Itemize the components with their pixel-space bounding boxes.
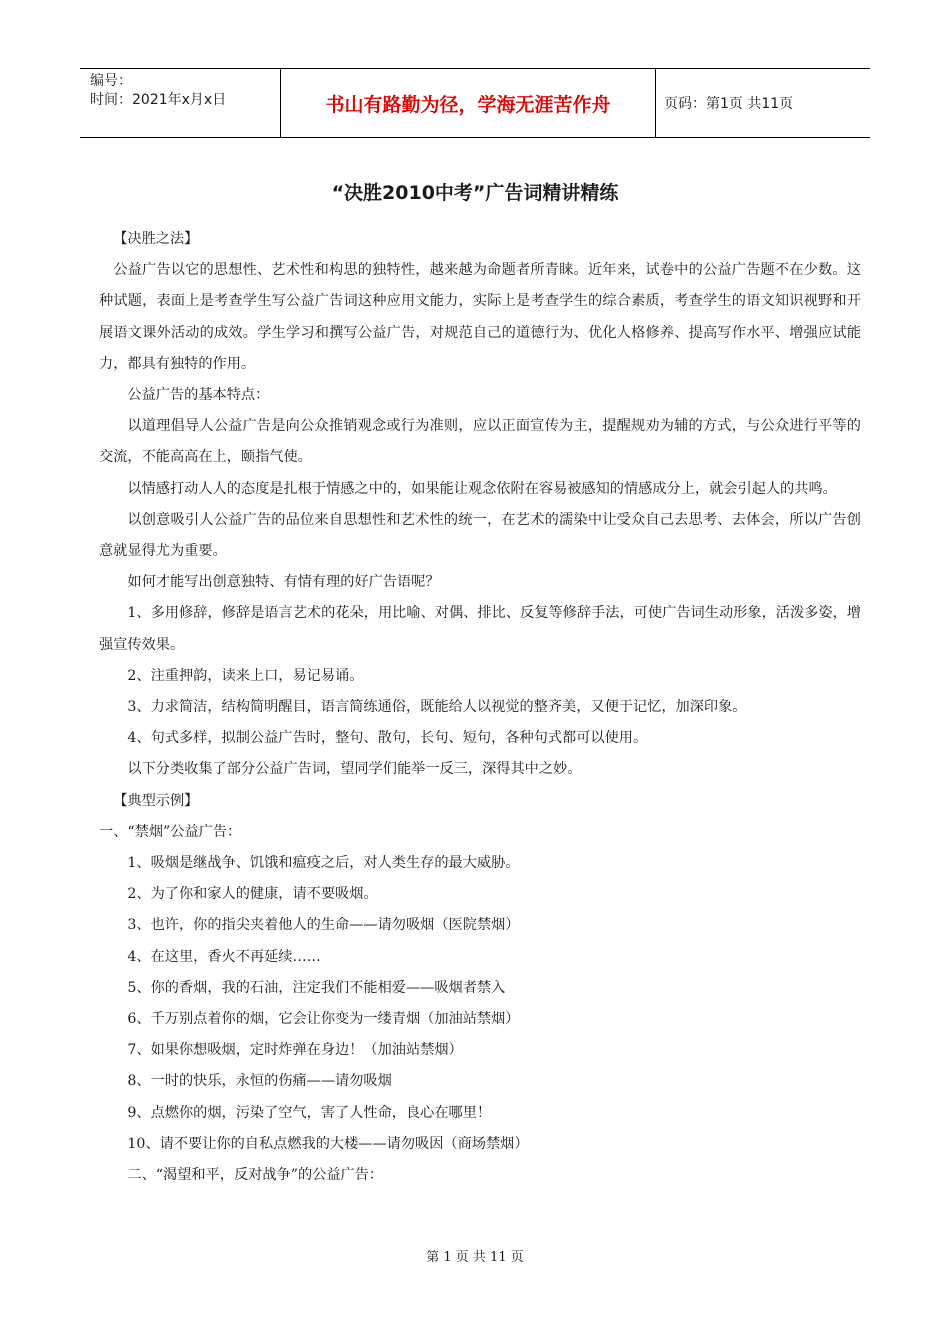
feature-creativity: 以创意吸引人公益广告的品位来自思想性和艺术性的统一，在艺术的濡染中让受众自己去思考、去体会，所以广告创意就显得尤为重要。 xyxy=(99,511,861,560)
header-left-cell xyxy=(80,69,280,137)
header-page-label: 页码：第1页 共11页 xyxy=(664,96,794,112)
section-heading-method: 【决胜之法】 xyxy=(113,231,199,247)
slogan-item: 10、请不要让你的自私点燃我的大楼——请勿吸因（商场禁烟） xyxy=(127,1135,529,1152)
section-heading-examples: 【典型示例】 xyxy=(113,792,199,809)
feature-reason: 以道理倡导人公益广告是向公众推销观念或行为准则，应以正面宣传为主，提醒规劝为辅的方式，与公众进行平等的交流，不能高高在上，颐指气使。 xyxy=(99,418,861,466)
slogan-item: 3、也许，你的指尖夹着他人的生命——请勿吸烟（医院禁烟） xyxy=(127,917,520,934)
category-heading-peace: 二、“渴望和平，反对战争”的公益广告： xyxy=(127,1167,384,1184)
tip-item: 4、句式多样，拟制公益广告时，整句、散句，长句、短句，各种句式都可以使用。 xyxy=(127,730,648,747)
document-title: “决胜2010中考”广告词精讲精练 xyxy=(331,182,619,204)
slogan-item: 7、如果你想吸烟，定时炸弹在身边！（加油站禁烟） xyxy=(127,1042,463,1059)
category-heading-smoking: 一、“禁烟”公益广告： xyxy=(99,823,242,840)
slogan-item: 9、点燃你的烟，污染了空气，害了人性命，良心在哪里！ xyxy=(127,1104,492,1121)
tip-item: 3、力求简洁，结构简明醒目，语言简练通俗，既能给人以视觉的整齐美，又便于记忆，加深印象。 xyxy=(127,699,747,716)
intro-paragraph: 公益广告以它的思想性、艺术性和构思的独特性，越来越为命题者所青睐。近年来，试卷中的公益广告题不在少数。这种试题，表面上是考查学生写公益广告词这种应用文能力，实际上是考查学生的综合素质，考查学生的语文知识视野和开展语文课外活动的成效。学生学习和撰写公益广告，对规范自己的道德行为、优化人格修养、提高写作水平、增强应试能力，都具有独特的作用。 xyxy=(99,262,861,372)
slogan-item: 1、吸烟是继战争、饥饿和瘟疫之后，对人类生存的最大威胁。 xyxy=(127,855,520,872)
collection-note: 以下分类收集了部分公益广告词，望同学们能举一反三，深得其中之妙。 xyxy=(127,761,582,778)
code-label: 编号： xyxy=(90,73,132,89)
slogan-item: 4、在这里，香火不再延续…… xyxy=(127,948,321,965)
slogan-item: 6、千万别点着你的烟，它会让你变为一缕青烟（加油站禁烟） xyxy=(127,1011,520,1028)
feature-emotion: 以情感打动人人的态度是扎根于情感之中的，如果能让观念依附在容易被感知的情感成分上，就会引起人的共鸣。 xyxy=(127,480,837,497)
tip-item: 2、注重押韵，读来上口，易记易诵。 xyxy=(127,667,364,684)
header-table xyxy=(80,68,870,138)
document-body xyxy=(99,224,861,1191)
slogan-item: 2、为了你和家人的健康，请不要吸烟。 xyxy=(127,886,378,903)
features-heading: 公益广告的基本特点： xyxy=(127,387,270,404)
header-motto: 书山有路勤为径，学海无涯苦作舟 xyxy=(280,69,656,137)
how-to-heading: 如何才能写出创意独特、有情有理的好广告语呢？ xyxy=(127,574,440,591)
time-label: 时间：2021年x月x日 xyxy=(90,92,227,108)
tip-item: 1、多用修辞，修辞是语言艺术的花朵，用比喻、对偶、排比、反复等修辞手法，可使广告词生动形象，活泼多姿，增强宣传效果。 xyxy=(99,605,861,653)
slogan-item: 8、一时的快乐，永恒的伤痛——请勿吸烟 xyxy=(127,1073,392,1090)
slogan-item: 5、你的香烟，我的石油，注定我们不能相爱——吸烟者禁入 xyxy=(127,979,506,996)
page-footer: 第 1 页 共 11 页 xyxy=(426,1250,524,1265)
